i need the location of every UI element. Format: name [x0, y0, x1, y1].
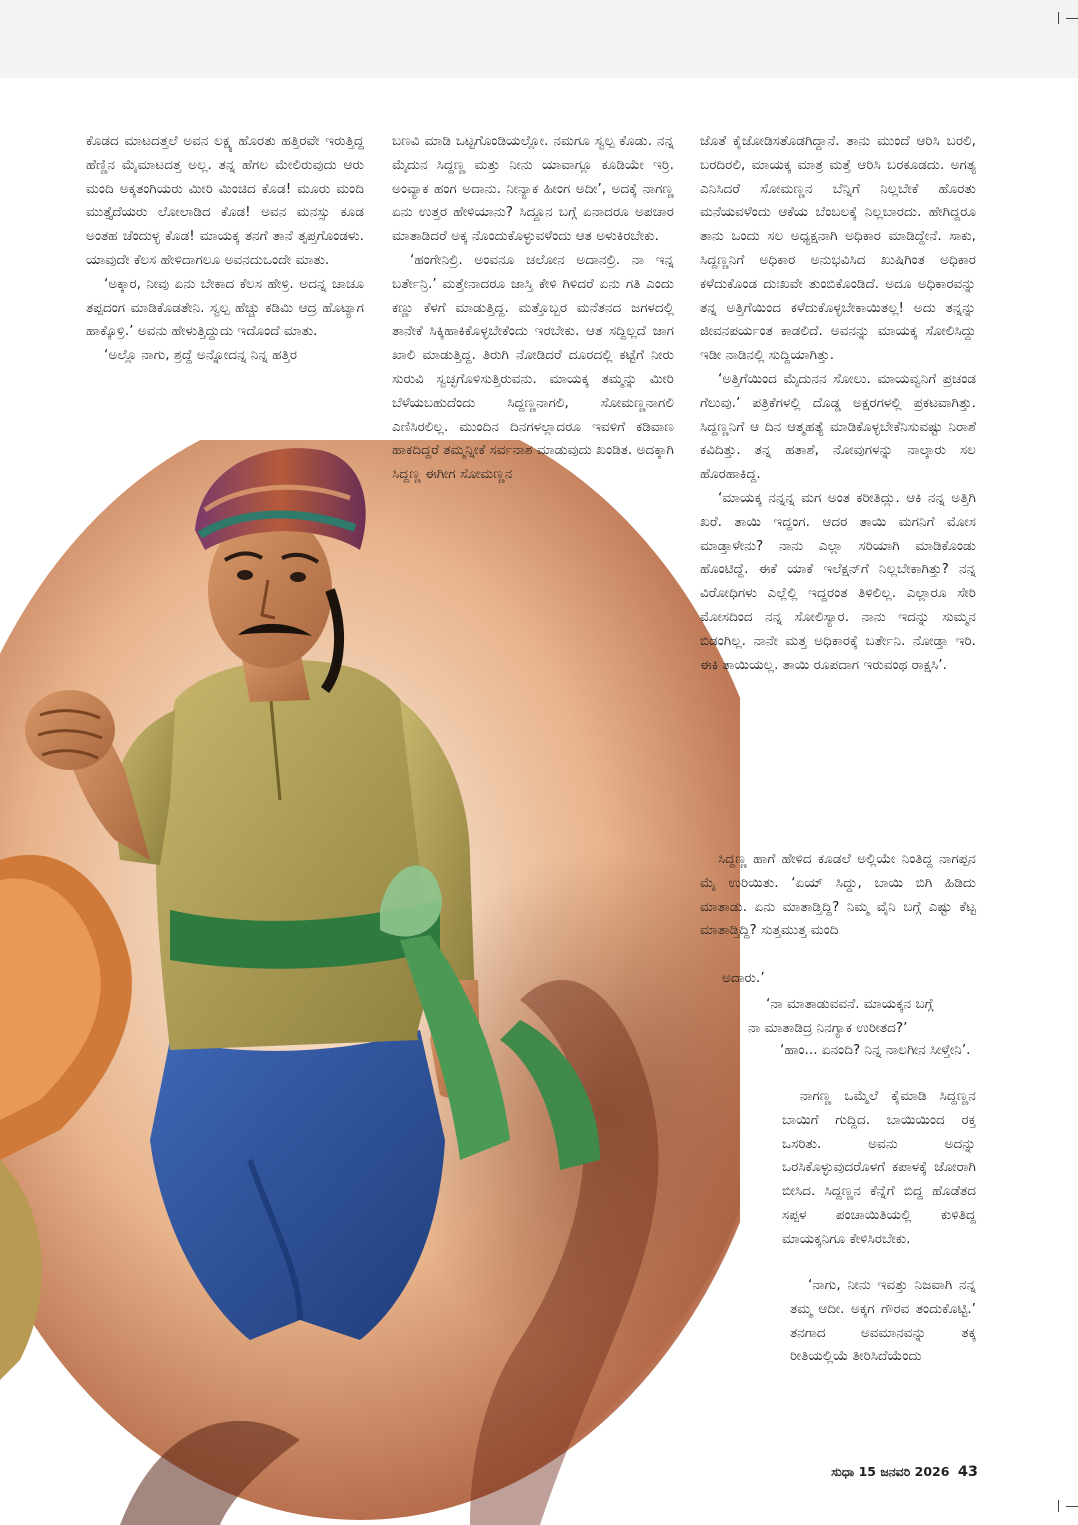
story-illustration	[0, 440, 740, 1525]
paragraph: ‘ಅಕ್ಕಾರ, ನೀವು ಏನು ಬೇಕಾದ ಕೆಲಸ ಹೇಳ್ರಿ. ಅದನ್ನ ಚಾಚೂ ತಪ್ಪದಂಗ ಮಾಡಿಕೊಡತೇನಿ. ಸ್ವಲ್ಪ ಹೆಚ್ಚು ಕಡಿಮಿ ಆದ್ರ ಹೊಟ್ಯಾಗ ಹಾಕ್ಕೊಳ್ರಿ.’ ಅವನು ಹೇಳುತ್ತಿದ್ದುದು ಇದೊಂದೆ ಮಾತು.	[86, 275, 364, 340]
paragraph-line: ನಾ ಮಾತಾಡಿದ್ರ ನಿನಗ್ಯಾಕ ಉರೀತದ?’	[748, 1019, 908, 1036]
paragraph: ಬಣವಿ ಮಾಡಿ ಒಟ್ಟಗೊಂಡಿಯಲ್ಲೋ. ನಮಗೂ ಸ್ವಲ್ಪ ಕೊಡು. ನನ್ನ ಮೈದುನ ಸಿದ್ದಣ್ಣ ಮತ್ತು ನೀನು ಯಾವಾಗ್ಲೂ ಕೂಡಿಯೇ ಇರ್ರಿ. ಅಂವ್ಯಾಕ ಹಂಗ ಅದಾನು. ನೀನ್ಯಾಕ ಹೀಂಗ ಅದೀ’, ಅದಕ್ಕೆ ನಾಗಣ್ಣ ಏನು ಉತ್ತರ ಹೇಳಿಯಾನು? ಸಿದ್ದೂನ ಬಗ್ಗೆ ಏನಾದರೂ ಅಪಚಾರ ಮಾತಾಡಿದರೆ ಅಕ್ಕ ನೊಂದುಕೊಳ್ಳುವಳೆಂದು ಆತ ಅಳುಕಿರಬೇಕು.	[392, 133, 674, 245]
page-footer	[818, 1464, 978, 1480]
paragraph: ನಾಗಣ್ಣ ಒಮ್ಮೆಲೆ ಕೈಮಾಡಿ ಸಿದ್ದಣ್ಣನ ಬಾಯಿಗೆ ಗುದ್ದಿದ. ಬಾಯಿಯಿಂದ ರಕ್ತ ಒಸರಿತು. ಅವನು ಅದನ್ನು ಒರಸಿಕೊಳ್ಳುವುದರೊಳಗೆ ಕಪಾಳಕ್ಕೆ ಜೋರಾಗಿ ಬೀಸಿದ. ಸಿದ್ದಣ್ಣನ ಕೆನ್ನೆಗೆ ಬಿದ್ದ ಹೊಡೆತದ ಸಪ್ಪಳ ಪಂಚಾಯಿತಿಯಲ್ಲಿ ಕುಳಿತಿದ್ದ ಮಾಯಕ್ಕನಿಗೂ ಕೇಳಿಸಿರಬೇಕು.	[782, 1088, 976, 1247]
paragraph: ಜೊತೆ ಕೈಜೋಡಿಸತೊಡಗಿದ್ದಾನೆ. ತಾನು ಮುಂದೆ ಆರಿಸಿ ಬರಲಿ, ಬರದಿರಲಿ, ಮಾಯಕ್ಕ ಮಾತ್ರ ಮತ್ತೆ ಆರಿಸಿ ಬರಕೂಡದು. ಅಗತ್ಯ ಎನಿಸಿದರೆ ಸೋಮಣ್ಣನ ಬೆನ್ನಿಗೆ ನಿಲ್ಲಬೇಕೆ ಹೊರತು ಮನೆಯವಳೆಂದು ಆಕೆಯ ಬೆಂಬಲಕ್ಕೆ ನಿಲ್ಲಬಾರದು. ಹೇಗಿದ್ದರೂ ತಾನು ಒಂದು ಸಲ ಅಧ್ಯಕ್ಷನಾಗಿ ಅಧಿಕಾರ ಮಾಡಿದ್ದೇನೆ. ಸಾಕು, ಸಿದ್ದಣ್ಣನಿಗೆ ಅಧಿಕಾರ ಅನುಭವಿಸಿದ ಖುಷಿಗಿಂತ ಅಧಿಕಾರ ಕಳೆದುಕೊಂಡ ದುಃಖವೇ ತುಂಬಿಕೊಂಡಿದೆ. ಅದೂ ಅಧಿಕಾರವನ್ನು ತನ್ನ ಅತ್ತಿಗೆಯಿಂದ ಕಳೆದುಕೊಳ್ಳಬೇಕಾಯಿತಲ್ಲ! ಅದು ತನ್ನನ್ನು ಜೀವನಪರ್ಯಂತ ಕಾಡಲಿದೆ. ಅವನನ್ನು ಮಾಯಕ್ಕ ಸೋಲಿಸಿದ್ದು ಇಡೀ ನಾಡಿನಲ್ಲಿ ಸುದ್ದಿಯಾಗಿತ್ತು.	[700, 133, 976, 364]
paragraph: ಸಿದ್ದಣ್ಣ ಹಾಗೆ ಹೇಳಿದ ಕೂಡಲೆ ಅಲ್ಲಿಯೇ ನಿಂತಿದ್ದ ನಾಗಪ್ಪನ ಮೈ ಉರಿಯಿತು. ‘ಏಯ್ ಸಿದ್ದು, ಬಾಯಿ ಬಿಗಿ ಹಿಡಿದು ಮಾತಾಡು. ಏನು ಮಾತಾಡ್ತಿದ್ದಿ? ನಿಮ್ಮ ವೈನಿ ಬಗ್ಗೆ ಎಷ್ಟು ಕೆಟ್ಟ ಮಾತಾಡ್ತಿದ್ದಿ? ಸುತ್ತಮುತ್ತ ಮಂದಿ	[700, 851, 976, 939]
text-flow-block-c	[762, 1039, 976, 1063]
page-number: 43	[957, 1464, 978, 1480]
text-column-3	[700, 130, 976, 677]
paragraph: ‘ಹಾಂ... ಏನಂದಿ? ನಿನ್ನ ನಾಲಗೀನ ಸೀಳ್ತೇನಿ’.	[780, 1042, 971, 1058]
paragraph: ‘ನಾಗು, ನೀನು ಇವತ್ತು ನಿಜವಾಗಿ ನನ್ನ ತಮ್ಮ ಆದೀ. ಅಕ್ಕಗ ಗೌರವ ತಂದುಕೊಟ್ಟಿ.’ ತನಗಾದ ಅವಮಾನವನ್ನು ತಕ್ಕ ರೀತಿಯಲ್ಲಿಯೆ ತೀರಿಸಿದೆಯೆಂದು	[790, 1277, 976, 1365]
paragraph: ‘ಮಾಯಕ್ಕ ನನ್ನನ್ನ ಮಗ ಅಂತ ಕರೀತಿದ್ಲು. ಆಕಿ ನನ್ನ ಅತ್ತಿಗಿ ಖರೆ. ತಾಯಿ ಇದ್ದಂಗ. ಆದರ ತಾಯಿ ಮಗನಿಗೆ ಮೋಸ ಮಾಡ್ತಾಳೇನು? ನಾನು ಎಲ್ಲಾ ಸರಿಯಾಗಿ ಮಾಡಿಕೊಂಡು ಹೊಂಟಿದ್ದೆ. ಈಕೆ ಯಾಕೆ ಇಲೆಕ್ಷನ್‌ಗೆ ನಿಲ್ಲಬೇಕಾಗಿತ್ತು? ನನ್ನ ವಿರೋಧಿಗಳು ಎಲ್ಲೆಲ್ಲಿ ಇದ್ದರಂತ ತಿಳಿಲಿಲ್ಲ. ಎಲ್ಲಾರೂ ಸೇರಿ ಮೋಸದಿಂದ ನನ್ನ ಸೋಲಿಸ್ಯಾರ. ನಾನು ಇದನ್ನು ಸುಮ್ಮನ ಬಿಡಂಗಿಲ್ಲ. ನಾನೇ ಮತ್ತ ಅಧಿಕಾರಕ್ಕೆ ಬರ್ತೇನಿ. ನೋಡ್ತಾ ಇರಿ. ಈಕಿ ತಾಯಿಯಲ್ಲ. ತಾಯಿ ರೂಪದಾಗ ಇರುವಂಥ ರಾಕ್ಷಸಿ’.	[700, 489, 976, 673]
paragraph: ‘ಅಲ್ಲೊ ನಾಗು, ಶ್ರದ್ದೆ ಅನ್ನೋದನ್ನ ನಿನ್ನ ಹತ್ತಿರ	[104, 347, 298, 364]
text-flow-block-d	[782, 1085, 976, 1252]
text-column-2	[392, 130, 674, 487]
text-flow-line	[722, 967, 976, 991]
crop-mark	[1058, 12, 1059, 24]
text-flow-block-b	[748, 993, 978, 1041]
paragraph-line: ‘ನಾ ಮಾತಾಡುವವನೆ. ಮಾಯಕ್ಕನ ಬಗ್ಗೆ	[766, 996, 934, 1012]
magazine-name: ಸುಧಾ	[831, 1464, 855, 1479]
crop-mark	[1058, 1500, 1059, 1512]
text-flow-block-a	[700, 848, 976, 943]
paragraph-end: ಅದಾರು.’	[722, 970, 765, 986]
paragraph: ‘ಅತ್ತಿಗೆಯಿಂದ ಮೈದುನನ ಸೋಲು. ಮಾಯವ್ವನಿಗೆ ಪ್ರಚಂಡ ಗೆಲುವು.’ ಪತ್ರಿಕೆಗಳಲ್ಲಿ ದೊಡ್ಡ ಅಕ್ಷರಗಳಲ್ಲಿ ಪ್ರಕಟವಾಗಿತ್ತು. ಸಿದ್ದಣ್ಣನಿಗೆ ಆ ದಿನ ಆತ್ಮಹತ್ಯೆ ಮಾಡಿಕೊಳ್ಳಬೇಕೆನಿಸುವಷ್ಟು ನಿರಾಶೆ ಕವಿದಿತ್ತು. ತನ್ನ ಹತಾಶೆ, ನೋವುಗಳನ್ನು ನಾಲ್ಕಾರು ಸಲ ಹೊರಹಾಕಿದ್ದ.	[700, 370, 976, 483]
issue-date: 15 ಜನವರಿ 2026	[858, 1464, 950, 1479]
text-column-1	[86, 130, 364, 368]
crop-mark	[1066, 1506, 1078, 1507]
illustration-svg	[0, 440, 740, 1525]
paragraph: ಕೊಡದ ಮಾಟದತ್ತಲೆ ಅವನ ಲಕ್ಷ್ಯ ಹೊರತು ಹತ್ತಿರವೇ ಇರುತ್ತಿದ್ದ ಹೆಣ್ಣಿನ ಮೈಮಾಟದತ್ತ ಅಲ್ಲ. ತನ್ನ ಹೆಗಲ ಮೇಲಿರುವುದು ಆರು ಮಂದಿ ಅಕ್ಕತಂಗಿಯರು ಮೀರಿ ಮಿಂಚಿದ ಕೊಡ! ಮೂರು ಮಂದಿ ಮುತ್ತೈದೆಯರು ಲೋಲಾಡಿದ ಕೊಡ! ಅವನ ಮನಸ್ಸು ಕೂಡ ಅಂತಹ ಚೆಂದುಳ್ಳ ಕೊಡ! ಮಾಯಕ್ಕ ತನಗೆ ತಾನೆ ತೃಪ್ತಗೊಂಡಳು. ಯಾವುದೇ ಕೆಲಸ ಹೇಳಿದಾಗಲೂ ಅವನದುಒಂದೇ ಮಾತು.	[86, 133, 364, 268]
paragraph: ‘ಹಂಗೇನಿಲ್ರಿ. ಅಂವನೂ ಚಲೋನ ಅದಾನಲ್ರಿ. ನಾ ಇನ್ನ ಬರ್ತೇನ್ರಿ.’ ಮತ್ತೇನಾದರೂ ಜಾಸ್ತಿ ಕೇಳಿ ಗಿಳಿದರೆ ಏನು ಗತಿ ಎಂದು ಕಣ್ಣು ಕೆಳಗೆ ಮಾಡುತ್ತಿದ್ದ. ಮತ್ತೊಬ್ಬರ ಮನೆತನದ ಜಗಳದಲ್ಲಿ ತಾನೇಕೆ ಸಿಕ್ಕಿಹಾಕಿಕೊಳ್ಳಬೇಕೆಂದು ಇರಬೇಕು. ಆತ ಸದ್ದಿಲ್ಲದೆ ಜಾಗ ಖಾಲಿ ಮಾಡುತ್ತಿದ್ದ. ತಿರುಗಿ ನೋಡಿದರೆ ದೂರದಲ್ಲಿ ಕಟ್ಟೆಗೆ ನೀರು ಸುರುವಿ ಸ್ವಚ್ಛಗೊಳಿಸುತ್ತಿರುವನು. ಮಾಯಕ್ಕ ತಮ್ಮನ್ನು ಮೀರಿ ಬೆಳೆಯಬಹುದೆಂದು ಸಿದ್ದಣ್ಣನಾಗಲಿ, ಸೋಮಣ್ಣನಾಗಲಿ ಎಣಿಸಿರಲಿಲ್ಲ. ಮುಂದಿನ ದಿನಗಳಲ್ಲಾದರೂ ಇವಳಿಗೆ ಕಡಿವಾಣ ಹಾಕದಿದ್ದರೆ ತಮ್ಮನ್ನೀಕೆ ಸರ್ವನಾಶ ಮಾಡುವುದು ಖಂಡಿತ. ಅದಕ್ಕಾಗಿ ಸಿದ್ದಣ್ಣ ಈಗೀಗ ಸೋಮಣ್ಣನ	[392, 251, 674, 483]
crop-mark	[1066, 18, 1078, 19]
text-flow-block-e	[790, 1274, 976, 1369]
top-margin-band	[0, 0, 1078, 78]
